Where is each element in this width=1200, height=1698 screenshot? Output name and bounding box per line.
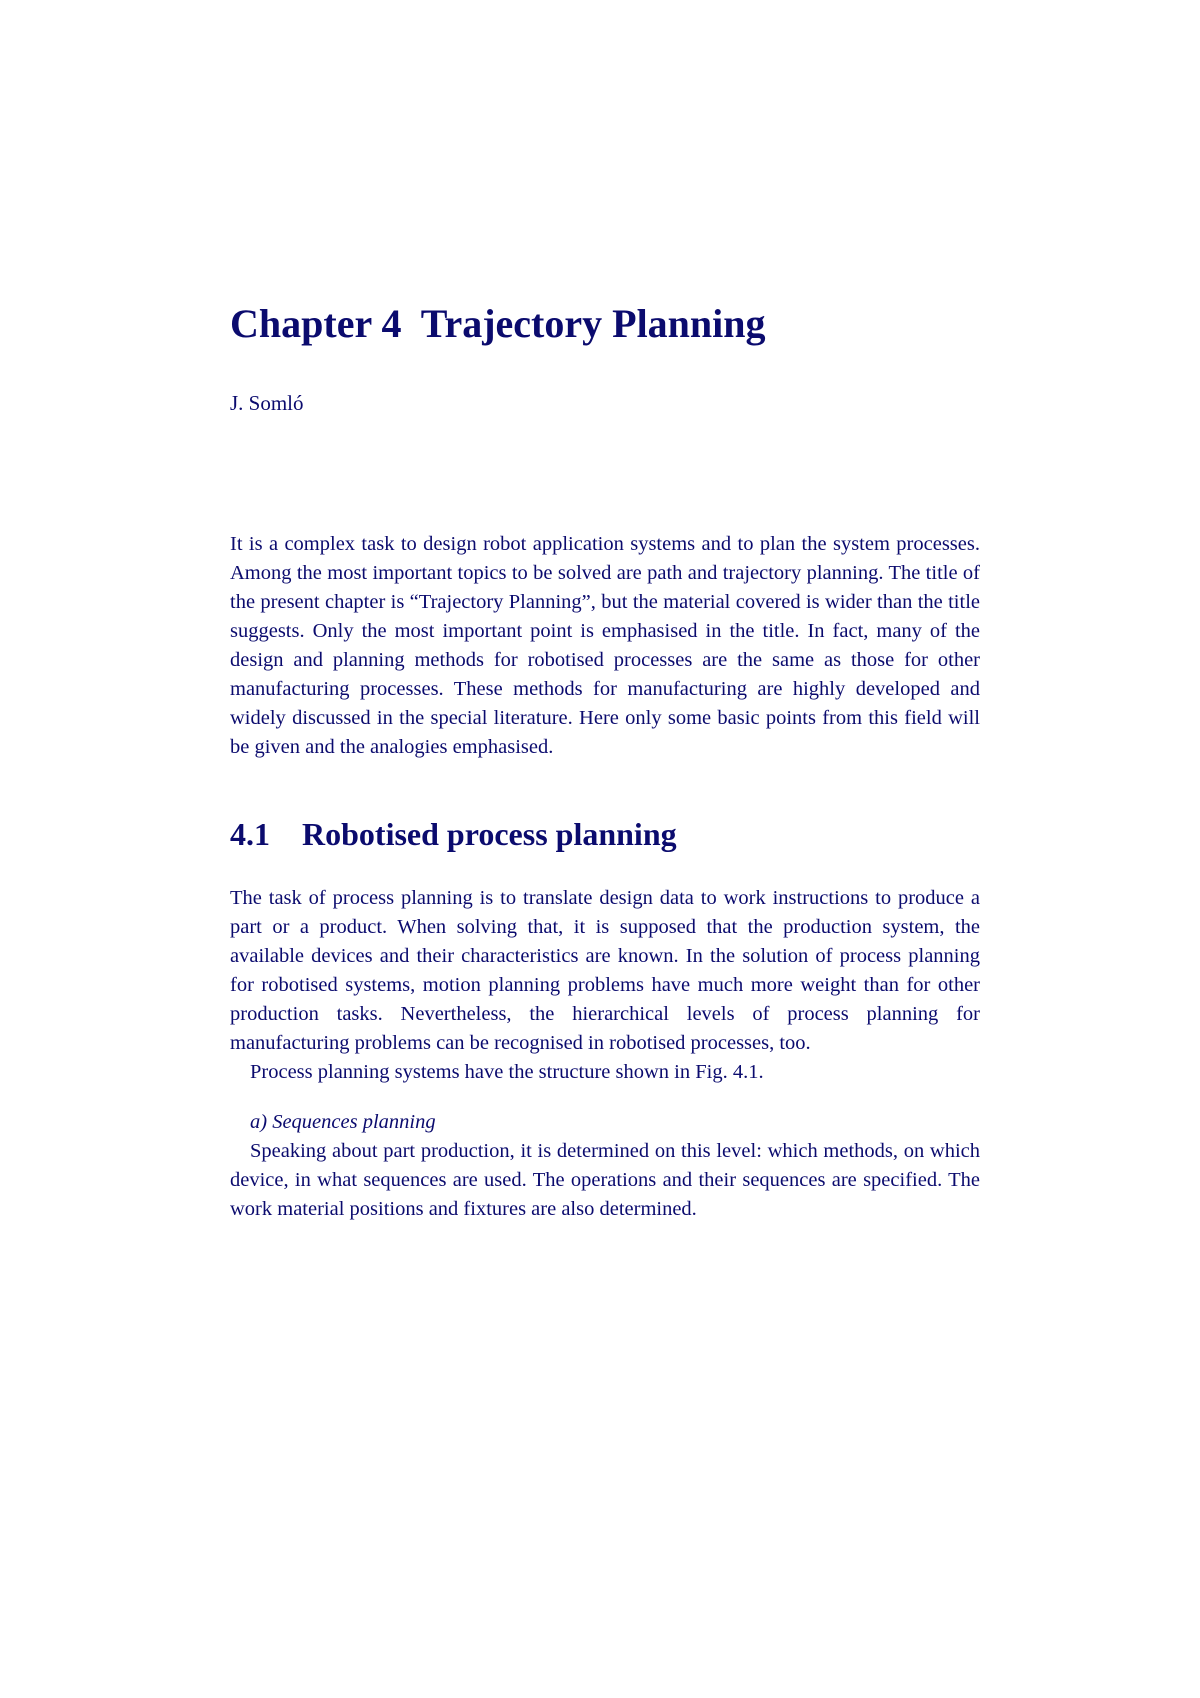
- chapter-title-text: Trajectory Planning: [420, 301, 766, 346]
- subsection-heading: a) Sequences planning: [250, 1111, 436, 1133]
- section-title-text: Robotised process planning: [302, 816, 677, 852]
- page-content: [230, 300, 980, 1224]
- chapter-number: Chapter 4: [230, 301, 402, 346]
- intro-paragraph: It is a complex task to design robot application systems and to plan the system processes. Among the most important topics to be solved are path and trajectory planning. The title of the present chapter is “Trajectory Planning”, but the material covered is wider than the title suggests. Only the most important point is emphasised in the title. In fact, many of the design and planning methods for robotised processes are the same as those for other manufacturing processes. These methods for manufacturing are highly developed and widely discussed in the special literature. Here only some basic points from this field will be given and the analogies emphasised.: [230, 533, 980, 758]
- section-number: 4.1: [230, 816, 270, 852]
- section-heading: [230, 814, 980, 854]
- section-paragraph-1: The task of process planning is to translate design data to work instructions to produce a part or a product. When solving that, it is supposed that the production system, the available devices and their characteristics are known. In the solution of process planning for robotised systems, motion planning problems have much more weight than for other production tasks. Nevertheless, the hierarchical levels of process planning for manufacturing problems can be recognised in robotised processes, too.: [230, 887, 980, 1054]
- section-paragraph-3: Speaking about part production, it is determined on this level: which methods, on which device, in what sequences are used. The operations and their sequences are specified. The work material positions and fixtures are also determined.: [230, 1140, 980, 1220]
- chapter-title: [230, 300, 980, 348]
- chapter-author: J. Somló: [230, 391, 304, 415]
- section-paragraph-2: Process planning systems have the structure shown in Fig. 4.1.: [250, 1061, 764, 1083]
